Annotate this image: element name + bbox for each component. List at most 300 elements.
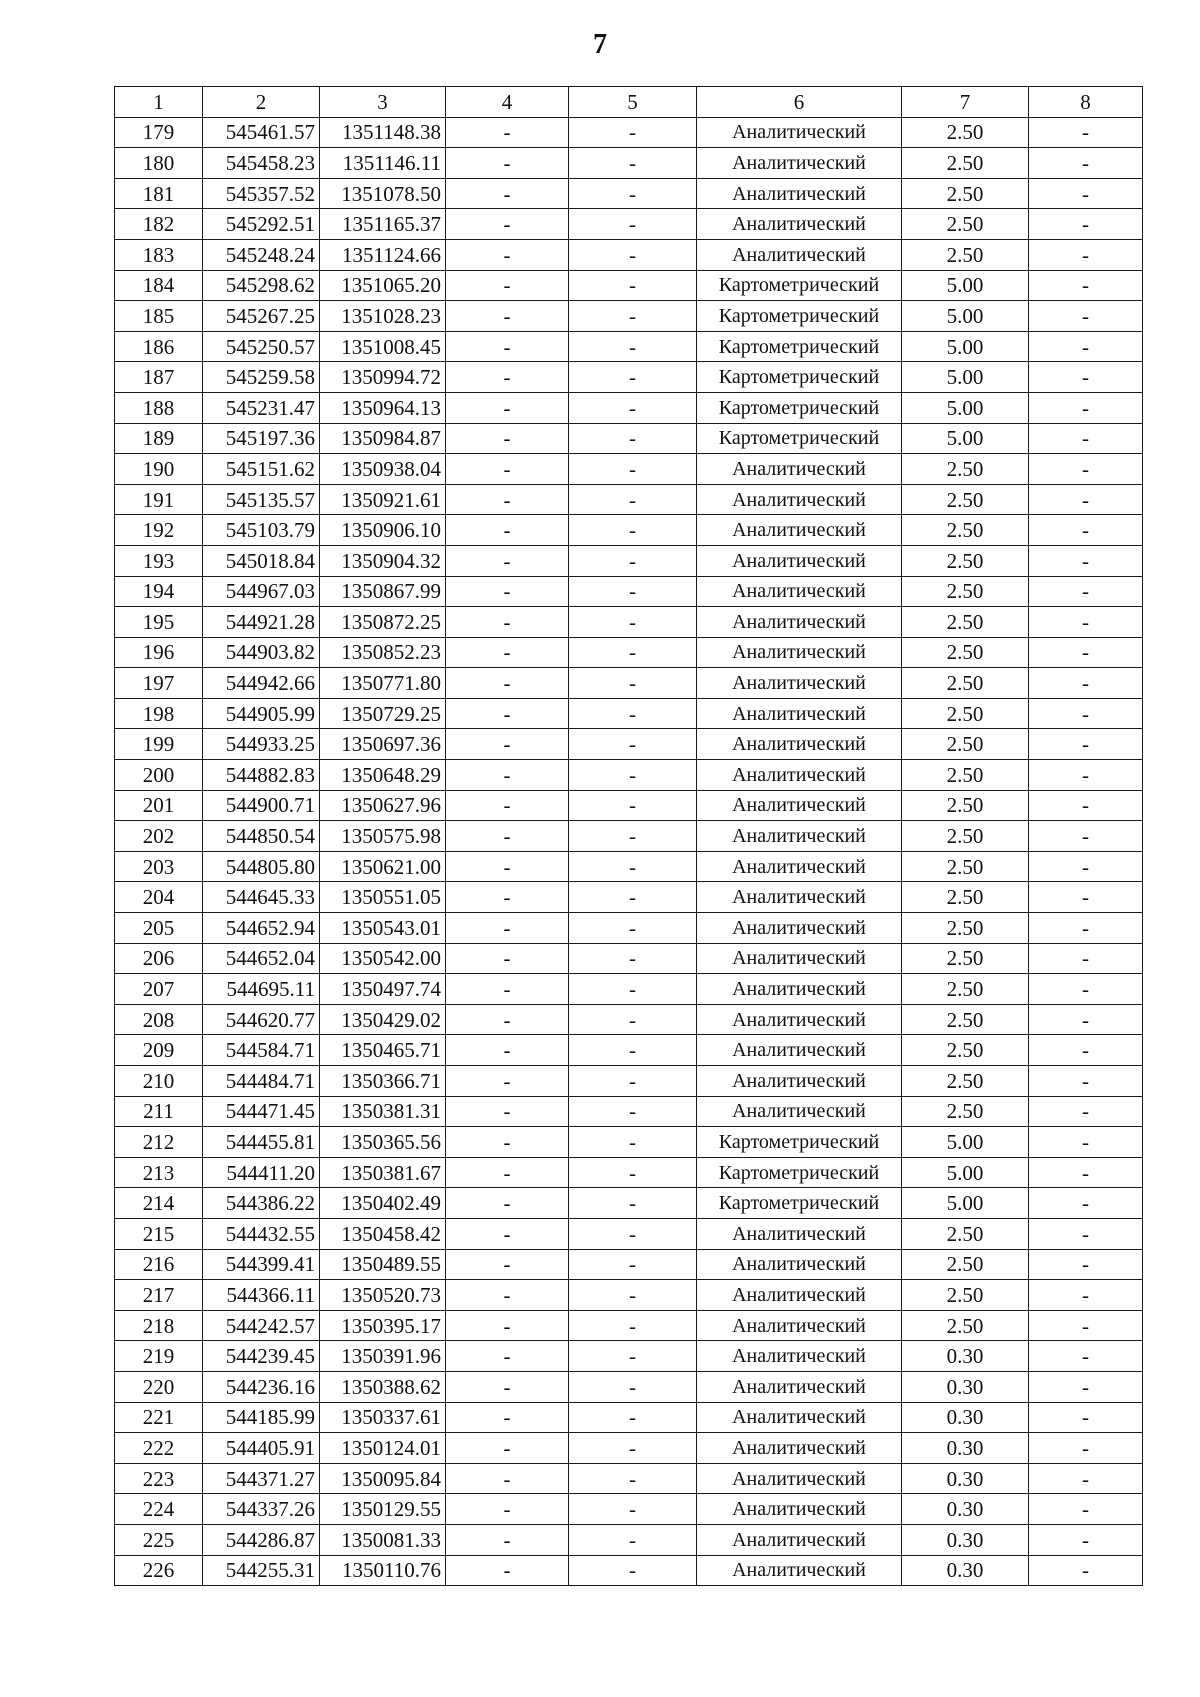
col4-value-cell: - [446,1157,569,1188]
point-number-cell: 217 [115,1280,203,1311]
point-number-cell: 214 [115,1188,203,1219]
accuracy-cell: 2.50 [902,454,1029,485]
col5-value-cell: - [569,1127,697,1158]
table-row [115,1035,1143,1066]
col4-value-cell: - [446,301,569,332]
col8-value-cell: - [1029,1371,1143,1402]
col8-value-cell: - [1029,668,1143,699]
point-number-cell: 211 [115,1096,203,1127]
col5-value-cell: - [569,668,697,699]
method-cell: Аналитический [697,851,902,882]
col5-value-cell: - [569,821,697,852]
x-coordinate-cell: 544933.25 [203,729,320,760]
y-coordinate-cell: 1350697.36 [320,729,446,760]
x-coordinate-cell: 544645.33 [203,882,320,913]
col4-value-cell: - [446,913,569,944]
y-coordinate-cell: 1350551.05 [320,882,446,913]
col5-value-cell: - [569,301,697,332]
point-number-cell: 201 [115,790,203,821]
table-row [115,698,1143,729]
accuracy-cell: 2.50 [902,1280,1029,1311]
col4-value-cell: - [446,1341,569,1372]
table-row [115,1096,1143,1127]
y-coordinate-cell: 1350429.02 [320,1004,446,1035]
y-coordinate-cell: 1350381.31 [320,1096,446,1127]
col4-value-cell: - [446,1249,569,1280]
col8-value-cell: - [1029,1004,1143,1035]
method-cell: Картометрический [697,270,902,301]
col5-value-cell: - [569,1402,697,1433]
col5-value-cell: - [569,637,697,668]
col8-value-cell: - [1029,331,1143,362]
point-number-cell: 210 [115,1066,203,1097]
col8-value-cell: - [1029,1341,1143,1372]
x-coordinate-cell: 544471.45 [203,1096,320,1127]
col5-value-cell: - [569,790,697,821]
col4-value-cell: - [446,698,569,729]
col8-value-cell: - [1029,209,1143,240]
column-header-5: 5 [569,87,697,118]
accuracy-cell: 5.00 [902,301,1029,332]
method-cell: Картометрический [697,1127,902,1158]
table-row [115,851,1143,882]
col5-value-cell: - [569,239,697,270]
point-number-cell: 202 [115,821,203,852]
y-coordinate-cell: 1350337.61 [320,1402,446,1433]
table-row [115,974,1143,1005]
col4-value-cell: - [446,1004,569,1035]
x-coordinate-cell: 544903.82 [203,637,320,668]
x-coordinate-cell: 545250.57 [203,331,320,362]
col4-value-cell: - [446,1371,569,1402]
col8-value-cell: - [1029,1433,1143,1464]
col5-value-cell: - [569,545,697,576]
x-coordinate-cell: 545292.51 [203,209,320,240]
col8-value-cell: - [1029,882,1143,913]
table-row [115,545,1143,576]
col8-value-cell: - [1029,239,1143,270]
x-coordinate-cell: 544584.71 [203,1035,320,1066]
x-coordinate-cell: 544695.11 [203,974,320,1005]
accuracy-cell: 0.30 [902,1433,1029,1464]
col8-value-cell: - [1029,545,1143,576]
col8-value-cell: - [1029,392,1143,423]
col5-value-cell: - [569,1463,697,1494]
column-header-1: 1 [115,87,203,118]
table-row [115,1402,1143,1433]
col8-value-cell: - [1029,790,1143,821]
y-coordinate-cell: 1350124.01 [320,1433,446,1464]
x-coordinate-cell: 544286.87 [203,1524,320,1555]
col8-value-cell: - [1029,1188,1143,1219]
col4-value-cell: - [446,1494,569,1525]
method-cell: Аналитический [697,1555,902,1586]
col4-value-cell: - [446,1280,569,1311]
coordinates-table [114,86,1143,1586]
x-coordinate-cell: 544652.04 [203,943,320,974]
col5-value-cell: - [569,454,697,485]
col5-value-cell: - [569,209,697,240]
x-coordinate-cell: 544366.11 [203,1280,320,1311]
y-coordinate-cell: 1351008.45 [320,331,446,362]
col4-value-cell: - [446,515,569,546]
x-coordinate-cell: 544921.28 [203,607,320,638]
col4-value-cell: - [446,974,569,1005]
x-coordinate-cell: 544967.03 [203,576,320,607]
col5-value-cell: - [569,1524,697,1555]
y-coordinate-cell: 1350904.32 [320,545,446,576]
column-header-7: 7 [902,87,1029,118]
col8-value-cell: - [1029,913,1143,944]
y-coordinate-cell: 1350867.99 [320,576,446,607]
table-row [115,1280,1143,1311]
table-row [115,790,1143,821]
page-number: 7 [593,29,607,60]
method-cell: Картометрический [697,362,902,393]
col8-value-cell: - [1029,1066,1143,1097]
col4-value-cell: - [446,1310,569,1341]
col4-value-cell: - [446,209,569,240]
accuracy-cell: 2.50 [902,1035,1029,1066]
y-coordinate-cell: 1350402.49 [320,1188,446,1219]
table-row [115,1463,1143,1494]
accuracy-cell: 2.50 [902,913,1029,944]
x-coordinate-cell: 545357.52 [203,178,320,209]
y-coordinate-cell: 1350771.80 [320,668,446,699]
col5-value-cell: - [569,760,697,791]
point-number-cell: 182 [115,209,203,240]
y-coordinate-cell: 1350906.10 [320,515,446,546]
method-cell: Аналитический [697,974,902,1005]
col5-value-cell: - [569,1310,697,1341]
method-cell: Аналитический [697,698,902,729]
y-coordinate-cell: 1350542.00 [320,943,446,974]
col8-value-cell: - [1029,148,1143,179]
x-coordinate-cell: 544411.20 [203,1157,320,1188]
accuracy-cell: 0.30 [902,1402,1029,1433]
col5-value-cell: - [569,331,697,362]
col4-value-cell: - [446,729,569,760]
col5-value-cell: - [569,1066,697,1097]
table-row [115,1157,1143,1188]
col5-value-cell: - [569,1249,697,1280]
method-cell: Аналитический [697,1066,902,1097]
point-number-cell: 222 [115,1433,203,1464]
y-coordinate-cell: 1350984.87 [320,423,446,454]
point-number-cell: 192 [115,515,203,546]
col8-value-cell: - [1029,729,1143,760]
y-coordinate-cell: 1350129.55 [320,1494,446,1525]
x-coordinate-cell: 544484.71 [203,1066,320,1097]
col4-value-cell: - [446,943,569,974]
col5-value-cell: - [569,943,697,974]
accuracy-cell: 5.00 [902,270,1029,301]
col8-value-cell: - [1029,943,1143,974]
method-cell: Аналитический [697,1249,902,1280]
col5-value-cell: - [569,1188,697,1219]
col5-value-cell: - [569,362,697,393]
col5-value-cell: - [569,178,697,209]
col4-value-cell: - [446,484,569,515]
point-number-cell: 186 [115,331,203,362]
table-row [115,1066,1143,1097]
table-row [115,301,1143,332]
table-row [115,148,1143,179]
method-cell: Аналитический [697,637,902,668]
x-coordinate-cell: 545103.79 [203,515,320,546]
col4-value-cell: - [446,148,569,179]
x-coordinate-cell: 544337.26 [203,1494,320,1525]
point-number-cell: 209 [115,1035,203,1066]
method-cell: Аналитический [697,668,902,699]
accuracy-cell: 2.50 [902,1004,1029,1035]
point-number-cell: 197 [115,668,203,699]
col4-value-cell: - [446,1096,569,1127]
col8-value-cell: - [1029,178,1143,209]
x-coordinate-cell: 544850.54 [203,821,320,852]
table-row [115,1004,1143,1035]
col5-value-cell: - [569,515,697,546]
point-number-cell: 190 [115,454,203,485]
column-header-4: 4 [446,87,569,118]
accuracy-cell: 2.50 [902,209,1029,240]
x-coordinate-cell: 544652.94 [203,913,320,944]
col4-value-cell: - [446,1555,569,1586]
accuracy-cell: 0.30 [902,1524,1029,1555]
point-number-cell: 218 [115,1310,203,1341]
col5-value-cell: - [569,1157,697,1188]
col4-value-cell: - [446,668,569,699]
accuracy-cell: 0.30 [902,1494,1029,1525]
x-coordinate-cell: 545135.57 [203,484,320,515]
accuracy-cell: 2.50 [902,484,1029,515]
table-row [115,943,1143,974]
y-coordinate-cell: 1350489.55 [320,1249,446,1280]
method-cell: Аналитический [697,545,902,576]
column-header-2: 2 [203,87,320,118]
col4-value-cell: - [446,454,569,485]
x-coordinate-cell: 544185.99 [203,1402,320,1433]
col5-value-cell: - [569,607,697,638]
col4-value-cell: - [446,1188,569,1219]
y-coordinate-cell: 1350543.01 [320,913,446,944]
accuracy-cell: 2.50 [902,821,1029,852]
y-coordinate-cell: 1350575.98 [320,821,446,852]
col4-value-cell: - [446,1218,569,1249]
point-number-cell: 187 [115,362,203,393]
method-cell: Аналитический [697,1310,902,1341]
col4-value-cell: - [446,821,569,852]
table-row [115,1127,1143,1158]
y-coordinate-cell: 1350458.42 [320,1218,446,1249]
col8-value-cell: - [1029,270,1143,301]
col8-value-cell: - [1029,607,1143,638]
x-coordinate-cell: 544405.91 [203,1433,320,1464]
point-number-cell: 183 [115,239,203,270]
x-coordinate-cell: 544942.66 [203,668,320,699]
col5-value-cell: - [569,974,697,1005]
accuracy-cell: 0.30 [902,1371,1029,1402]
x-coordinate-cell: 544905.99 [203,698,320,729]
col4-value-cell: - [446,178,569,209]
table-row [115,331,1143,362]
method-cell: Аналитический [697,1463,902,1494]
accuracy-cell: 5.00 [902,331,1029,362]
table-row [115,882,1143,913]
col5-value-cell: - [569,148,697,179]
accuracy-cell: 2.50 [902,239,1029,270]
col8-value-cell: - [1029,1218,1143,1249]
col4-value-cell: - [446,1433,569,1464]
x-coordinate-cell: 544242.57 [203,1310,320,1341]
col8-value-cell: - [1029,1157,1143,1188]
y-coordinate-cell: 1350648.29 [320,760,446,791]
col5-value-cell: - [569,1433,697,1464]
y-coordinate-cell: 1351065.20 [320,270,446,301]
col5-value-cell: - [569,576,697,607]
col5-value-cell: - [569,1555,697,1586]
point-number-cell: 184 [115,270,203,301]
accuracy-cell: 2.50 [902,117,1029,148]
y-coordinate-cell: 1350852.23 [320,637,446,668]
x-coordinate-cell: 545197.36 [203,423,320,454]
y-coordinate-cell: 1350627.96 [320,790,446,821]
table-row [115,668,1143,699]
method-cell: Аналитический [697,790,902,821]
x-coordinate-cell: 544399.41 [203,1249,320,1280]
x-coordinate-cell: 544900.71 [203,790,320,821]
method-cell: Картометрический [697,331,902,362]
y-coordinate-cell: 1351146.11 [320,148,446,179]
accuracy-cell: 2.50 [902,1096,1029,1127]
x-coordinate-cell: 545458.23 [203,148,320,179]
accuracy-cell: 2.50 [902,943,1029,974]
accuracy-cell: 2.50 [902,1218,1029,1249]
table-row [115,1218,1143,1249]
method-cell: Аналитический [697,1280,902,1311]
column-header-8: 8 [1029,87,1143,118]
col8-value-cell: - [1029,1127,1143,1158]
point-number-cell: 191 [115,484,203,515]
y-coordinate-cell: 1350110.76 [320,1555,446,1586]
col8-value-cell: - [1029,1249,1143,1280]
point-number-cell: 212 [115,1127,203,1158]
accuracy-cell: 2.50 [902,1066,1029,1097]
method-cell: Аналитический [697,882,902,913]
point-number-cell: 189 [115,423,203,454]
point-number-cell: 188 [115,392,203,423]
table-row [115,392,1143,423]
table-row [115,484,1143,515]
table-row [115,1555,1143,1586]
y-coordinate-cell: 1350921.61 [320,484,446,515]
point-number-cell: 181 [115,178,203,209]
y-coordinate-cell: 1350465.71 [320,1035,446,1066]
y-coordinate-cell: 1350095.84 [320,1463,446,1494]
method-cell: Аналитический [697,239,902,270]
point-number-cell: 205 [115,913,203,944]
table-row [115,178,1143,209]
col8-value-cell: - [1029,851,1143,882]
table-row [115,576,1143,607]
col8-value-cell: - [1029,698,1143,729]
col5-value-cell: - [569,1371,697,1402]
col5-value-cell: - [569,1494,697,1525]
accuracy-cell: 5.00 [902,1157,1029,1188]
col4-value-cell: - [446,392,569,423]
point-number-cell: 204 [115,882,203,913]
x-coordinate-cell: 545231.47 [203,392,320,423]
x-coordinate-cell: 544239.45 [203,1341,320,1372]
col5-value-cell: - [569,423,697,454]
table-row [115,1524,1143,1555]
col8-value-cell: - [1029,1402,1143,1433]
table-row [115,454,1143,485]
method-cell: Картометрический [697,1188,902,1219]
col8-value-cell: - [1029,974,1143,1005]
point-number-cell: 200 [115,760,203,791]
col5-value-cell: - [569,1035,697,1066]
point-number-cell: 179 [115,117,203,148]
accuracy-cell: 2.50 [902,729,1029,760]
col8-value-cell: - [1029,117,1143,148]
col8-value-cell: - [1029,637,1143,668]
col8-value-cell: - [1029,1280,1143,1311]
col8-value-cell: - [1029,1463,1143,1494]
x-coordinate-cell: 545298.62 [203,270,320,301]
col4-value-cell: - [446,423,569,454]
col4-value-cell: - [446,1066,569,1097]
method-cell: Картометрический [697,392,902,423]
x-coordinate-cell: 544805.80 [203,851,320,882]
point-number-cell: 215 [115,1218,203,1249]
accuracy-cell: 5.00 [902,423,1029,454]
point-number-cell: 221 [115,1402,203,1433]
method-cell: Аналитический [697,484,902,515]
point-number-cell: 207 [115,974,203,1005]
method-cell: Аналитический [697,515,902,546]
col4-value-cell: - [446,362,569,393]
table-row [115,362,1143,393]
method-cell: Аналитический [697,607,902,638]
x-coordinate-cell: 544386.22 [203,1188,320,1219]
y-coordinate-cell: 1351078.50 [320,178,446,209]
col8-value-cell: - [1029,576,1143,607]
col4-value-cell: - [446,545,569,576]
method-cell: Аналитический [697,821,902,852]
col8-value-cell: - [1029,515,1143,546]
point-number-cell: 208 [115,1004,203,1035]
method-cell: Аналитический [697,760,902,791]
col8-value-cell: - [1029,454,1143,485]
point-number-cell: 219 [115,1341,203,1372]
accuracy-cell: 2.50 [902,974,1029,1005]
col4-value-cell: - [446,1127,569,1158]
table-row [115,821,1143,852]
table-row [115,117,1143,148]
point-number-cell: 226 [115,1555,203,1586]
y-coordinate-cell: 1350729.25 [320,698,446,729]
col5-value-cell: - [569,1096,697,1127]
col4-value-cell: - [446,270,569,301]
x-coordinate-cell: 545267.25 [203,301,320,332]
col5-value-cell: - [569,392,697,423]
method-cell: Аналитический [697,576,902,607]
point-number-cell: 216 [115,1249,203,1280]
method-cell: Аналитический [697,1218,902,1249]
col8-value-cell: - [1029,1524,1143,1555]
method-cell: Аналитический [697,1524,902,1555]
